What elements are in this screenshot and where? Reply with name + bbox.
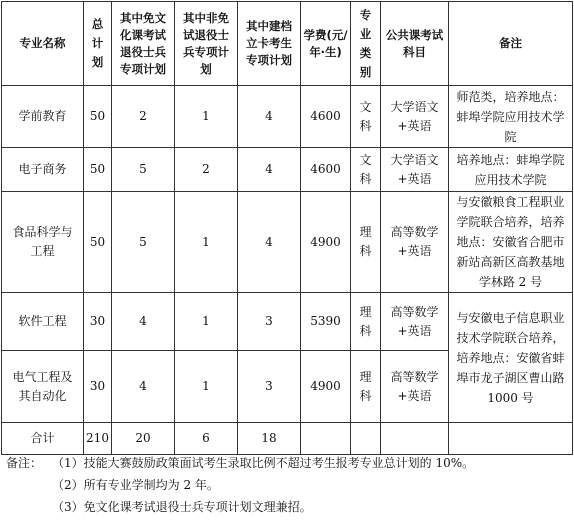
table-row <box>2 86 573 148</box>
major-name-cell: 软件工程 <box>2 293 84 351</box>
admission-plan-table <box>1 1 573 455</box>
footnote-text: （3）免文化课考试退役士兵专项计划文理兼招。 <box>52 500 312 514</box>
totals-poverty-plan: 18 <box>238 423 301 455</box>
totals-total-plan: 210 <box>84 423 112 455</box>
tuition-cell: 4900 <box>301 192 351 293</box>
footnote-line <box>6 452 566 474</box>
total-plan-cell: 30 <box>84 293 112 351</box>
footnote-text: （1）技能大赛鼓励政策面试考生录取比例不超过考生报考专业总计划的 10%。 <box>52 456 475 470</box>
table-row <box>2 192 573 293</box>
public-courses-cell: 大学语文+英语 <box>381 86 449 148</box>
totals-label: 合计 <box>2 423 84 455</box>
total-plan-cell: 50 <box>84 148 112 192</box>
culture-exempt-cell: 4 <box>112 351 175 423</box>
header-non-exempt-plan: 其中非免试退役士兵专项计划 <box>175 2 238 86</box>
header-remarks: 备注 <box>449 2 573 86</box>
header-culture-exempt-plan: 其中免文化课考试退役士兵专项计划 <box>112 2 175 86</box>
poverty-plan-cell: 3 <box>238 293 301 351</box>
non-exempt-cell: 1 <box>175 293 238 351</box>
culture-exempt-cell: 5 <box>112 148 175 192</box>
poverty-plan-cell: 4 <box>238 148 301 192</box>
major-name-cell: 电子商务 <box>2 148 84 192</box>
totals-empty-cell <box>449 423 573 455</box>
non-exempt-cell: 1 <box>175 86 238 148</box>
totals-empty-cell <box>351 423 381 455</box>
public-courses-cell: 高等数学+英语 <box>381 293 449 351</box>
header-poverty-plan: 其中建档立卡考生专项计划 <box>238 2 301 86</box>
poverty-plan-cell: 4 <box>238 86 301 148</box>
header-major-name: 专业名称 <box>2 2 84 86</box>
footnote-line <box>6 474 566 496</box>
total-plan-cell: 30 <box>84 351 112 423</box>
footnote-text: （2）所有专业学制均为 2 年。 <box>52 478 219 492</box>
total-plan-cell: 50 <box>84 86 112 148</box>
header-public-courses: 公共课考试科目 <box>381 2 449 86</box>
table-header-row <box>2 2 573 86</box>
tuition-cell: 5390 <box>301 293 351 351</box>
tuition-cell: 4600 <box>301 148 351 192</box>
category-cell: 理科 <box>351 293 381 351</box>
table-row <box>2 293 573 351</box>
culture-exempt-cell: 4 <box>112 293 175 351</box>
footnote-line <box>6 496 566 518</box>
totals-row <box>2 423 573 455</box>
poverty-plan-cell: 4 <box>238 192 301 293</box>
remark-cell: 与安徽粮食工程职业学院联合培养，培养地点：安徽省合肥市新站高新区高教基地学林路 2 号 <box>449 192 573 293</box>
culture-exempt-cell: 5 <box>112 192 175 293</box>
header-category: 专业类别 <box>351 2 381 86</box>
footnotes <box>6 452 566 518</box>
public-courses-cell: 高等数学+英语 <box>381 351 449 423</box>
remark-cell: 师范类，培养地点：蚌埠学院应用技术学院 <box>449 86 573 148</box>
category-cell: 理科 <box>351 192 381 293</box>
remark-cell: 培养地点：蚌埠学院应用技术学院 <box>449 148 573 192</box>
tuition-cell: 4900 <box>301 351 351 423</box>
public-courses-cell: 高等数学+英语 <box>381 192 449 293</box>
poverty-plan-cell: 3 <box>238 351 301 423</box>
non-exempt-cell: 2 <box>175 148 238 192</box>
total-plan-cell: 50 <box>84 192 112 293</box>
non-exempt-cell: 1 <box>175 192 238 293</box>
remark-cell: 与安徽电子信息职业技术学院联合培养，培养地点：安徽省蚌埠市龙子湖区曹山路 1000 号 <box>449 293 573 423</box>
header-tuition: 学费(元/年·生) <box>301 2 351 86</box>
totals-empty-cell <box>381 423 449 455</box>
non-exempt-cell: 1 <box>175 351 238 423</box>
totals-culture-exempt: 20 <box>112 423 175 455</box>
category-cell: 文科 <box>351 86 381 148</box>
footnote-prefix: 备注： <box>6 456 43 470</box>
public-courses-cell: 大学语文+英语 <box>381 148 449 192</box>
major-name-cell: 电气工程及其自动化 <box>2 351 84 423</box>
header-total-plan: 总计划 <box>84 2 112 86</box>
category-cell: 文科 <box>351 148 381 192</box>
totals-empty-cell <box>301 423 351 455</box>
culture-exempt-cell: 2 <box>112 86 175 148</box>
category-cell: 理科 <box>351 351 381 423</box>
major-name-cell: 食品科学与工程 <box>2 192 84 293</box>
table-row <box>2 148 573 192</box>
major-name-cell: 学前教育 <box>2 86 84 148</box>
tuition-cell: 4600 <box>301 86 351 148</box>
totals-non-exempt: 6 <box>175 423 238 455</box>
